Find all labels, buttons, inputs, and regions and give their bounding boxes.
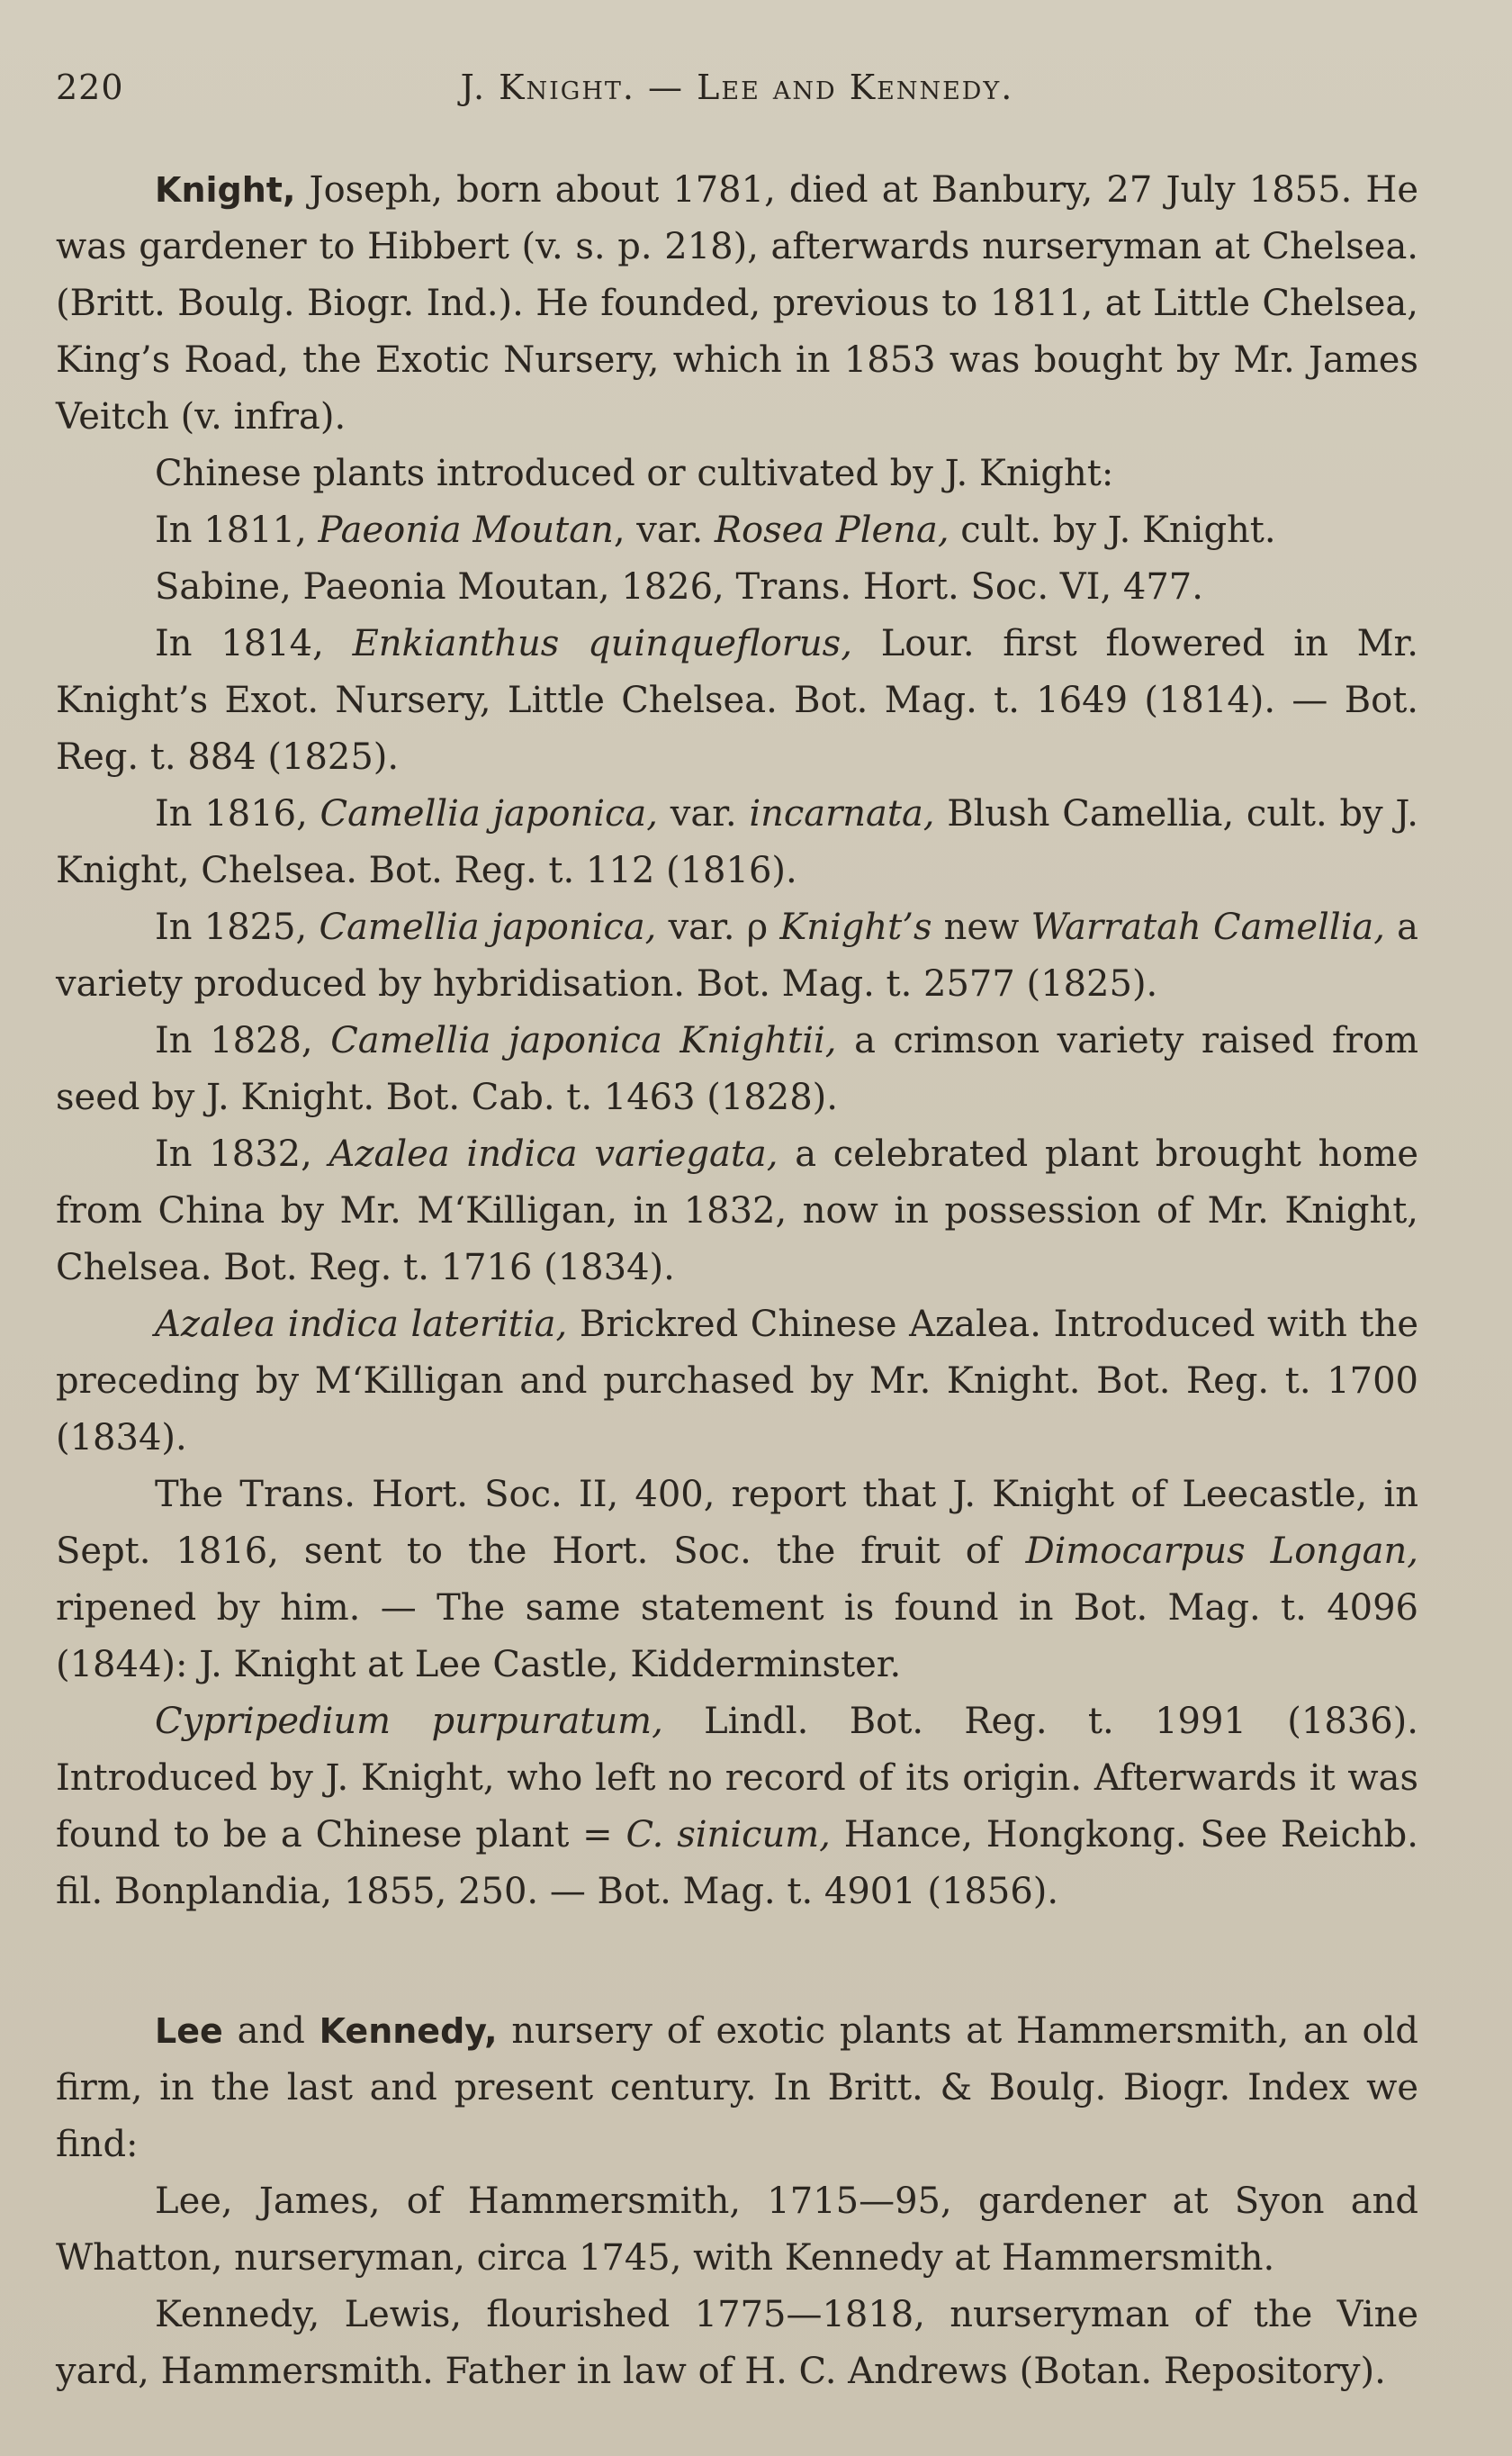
headword: Lee <box>155 2011 223 2051</box>
italic-text: Azalea indica lateritia, <box>155 1304 568 1345</box>
italic-text: Paeonia Moutan <box>318 510 614 551</box>
headword: Knight, <box>155 170 296 210</box>
text-run: In 1814, <box>155 623 353 664</box>
entry <box>56 162 1418 1920</box>
paragraph <box>56 616 1418 786</box>
entry-heading-paragraph <box>56 2003 1418 2173</box>
text-run: a crimson variety raised from seed by J. Knight. Bot. Cab. t. 1463 (1828). <box>56 1020 1418 1118</box>
entry-heading-paragraph <box>56 162 1418 446</box>
text-run: var. <box>658 793 750 835</box>
page-header <box>56 59 1418 115</box>
italic-text: C. sinicum, <box>626 1814 831 1856</box>
text-run: Hance, Hongkong. See Reichb. fil. Bonplandia, 1855, 250. — Bot. Mag. t. 4901 (1856). <box>56 1814 1418 1912</box>
italic-text: Camellia japonica, <box>320 793 658 835</box>
italic-text: incarnata, <box>749 793 935 835</box>
italic-text: Knight’s <box>779 907 932 948</box>
text-run: In 1828, <box>155 1020 331 1061</box>
entries <box>56 162 1418 2400</box>
entry <box>56 2003 1418 2400</box>
text-run: Kennedy, Lewis, flourished 1775—1818, nurseryman of the Vine yard, Hammersmith. Father in law of H. C. Andrews (Botan. Repository). <box>56 2294 1418 2392</box>
page-number: 220 <box>56 68 124 107</box>
text-run: var. ρ <box>656 907 780 948</box>
text-run: The Trans. Hort. Soc. II, 400, report that J. Knight of Leecastle, in Sept. 1816, sent to the Hort. Soc. the fruit of <box>56 1474 1418 1572</box>
text-run: Lindl. Bot. Reg. t. 1991 (1836). Introduced by J. Knight, who left no record of its origin. Afterwards it was found to be a Chinese plant = <box>56 1701 1419 1856</box>
italic-text: Camellia japonica, <box>319 907 657 948</box>
paragraph <box>56 1693 1418 1920</box>
paragraph <box>56 786 1418 899</box>
paragraph <box>56 446 1418 502</box>
italic-text: Camellia japonica Knightii, <box>330 1020 837 1061</box>
text-run: and <box>222 2010 320 2052</box>
text-run: Blush Camellia, cult. by J. Knight, Chelsea. Bot. Reg. t. 112 (1816). <box>56 793 1418 891</box>
paragraph <box>56 2287 1418 2400</box>
italic-text: Cypripedium purpuratum, <box>155 1701 663 1742</box>
italic-text: Warratah Camellia, <box>1030 907 1385 948</box>
paragraph <box>56 502 1418 559</box>
text-run: In 1816, <box>155 793 320 835</box>
text-run: Lour. first flowered in Mr. Knight’s Exot. Nursery, Little Chelsea. Bot. Mag. t. 1649 (1814). — Bot. Reg. t. 884 (1825). <box>56 623 1418 778</box>
text-run: a celebrated plant brought home from China by Mr. M‘Killigan, in 1832, now in possession of Mr. Knight, Chelsea. Bot. Reg. t. 1716 (1834). <box>56 1133 1418 1288</box>
text-run: new <box>932 907 1031 948</box>
text-run: In 1825, <box>155 907 320 948</box>
text-run: cult. by J. Knight. <box>949 510 1276 551</box>
italic-text: Enkianthus quinqueflorus, <box>352 623 852 664</box>
paragraph <box>56 1126 1418 1296</box>
text-run: Brickred Chinese Azalea. Introduced with the preceding by M‘Killigan and purchased by Mr. Knight. Bot. Reg. t. 1700 (1834). <box>56 1304 1418 1458</box>
text-run: ripened by him. — The same statement is found in Bot. Mag. t. 4096 (1844): J. Knight at Lee Castle, Kidderminster. <box>56 1587 1418 1685</box>
text-run: , var. <box>613 510 715 551</box>
paragraph <box>56 2173 1418 2287</box>
text-run: Joseph, born about 1781, died at Banbury, 27 July 1855. He was gardener to Hibbert (v. s. p. 218), afterwards nurseryman at Chelsea. (Britt. Boulg. Biogr. Ind.). He founded, previous to 1811, at Little Chelsea, King’s Road, the Exotic Nursery, which in 1853 was bought by Mr. James Veitch (v. infra). <box>56 169 1418 438</box>
paragraph <box>56 1467 1418 1693</box>
text-run: Chinese plants introduced or cultivated by J. Knight: <box>155 453 1114 494</box>
text-run: In 1811, <box>155 510 319 551</box>
italic-text: Azalea indica variegata, <box>328 1133 778 1175</box>
paragraph <box>56 899 1418 1013</box>
text-run: In 1832, <box>155 1133 329 1175</box>
headword: Kennedy, <box>319 2011 498 2051</box>
italic-text: Rosea Plena, <box>714 510 950 551</box>
paragraph <box>56 559 1418 616</box>
paragraph <box>56 1296 1418 1467</box>
text-run: Lee, James, of Hammersmith, 1715—95, gardener at Syon and Whatton, nurseryman, circa 1745, with Kennedy at Hammersmith. <box>56 2181 1418 2279</box>
italic-text: Dimocarpus Longan, <box>1025 1530 1418 1572</box>
text-run: Sabine, Paeonia Moutan, 1826, Trans. Hort. Soc. VI, 477. <box>155 566 1203 608</box>
running-head: J. Knight. — Lee and Kennedy. <box>460 68 1014 107</box>
text-run: a variety produced by hybridisation. Bot. Mag. t. 2577 (1825). <box>56 907 1419 1005</box>
paragraph <box>56 1013 1418 1126</box>
text-run: nursery of exotic plants at Hammersmith, an old firm, in the last and present century. In Britt. & Boulg. Biogr. Index we find: <box>56 2010 1418 2165</box>
